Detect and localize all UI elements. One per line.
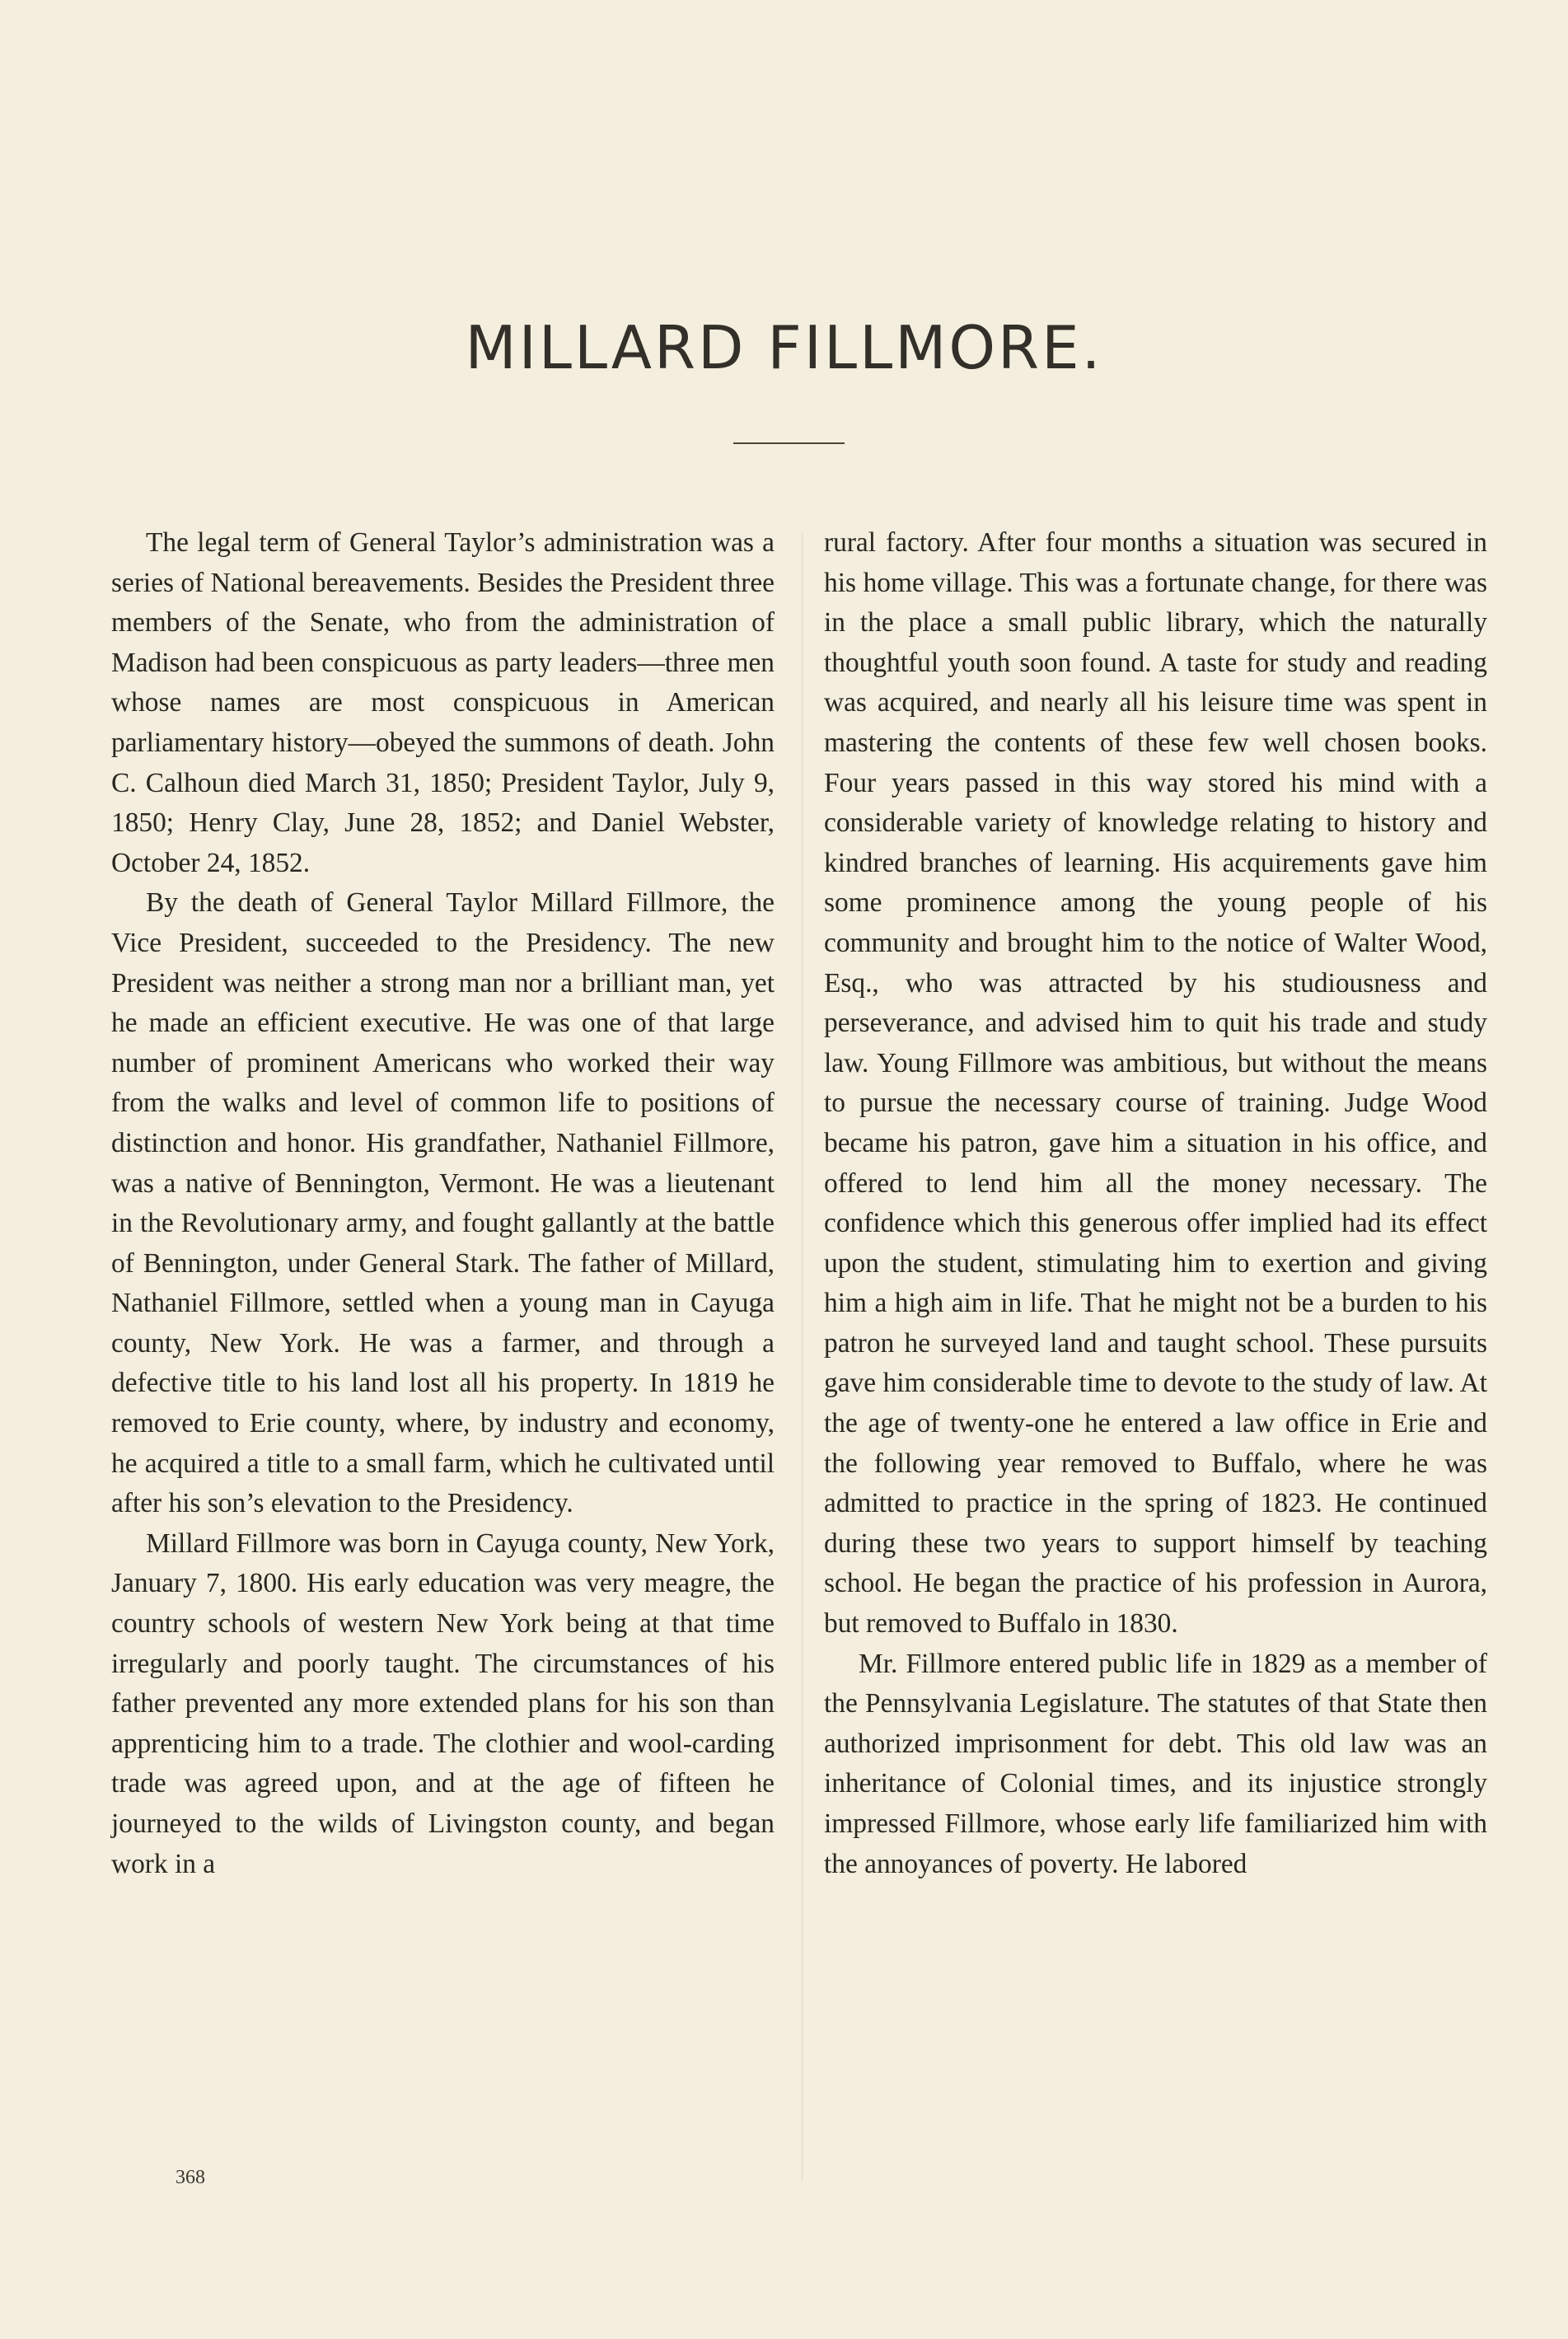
right-column	[824, 523, 1487, 1884]
title-rule	[733, 442, 845, 444]
paragraph: rural factory. After four months a situation was secured in his home village. This was a fortunate change, for there was in the place a small public library, which the naturally thoughtful youth soon found. A taste for study and reading was acquired, and nearly all his leisure time was spent in mastering the contents of these few well chosen books. Four years passed in this way stored his mind with a considerable variety of knowledge relating to history and kindred branches of learning. His acquirements gave him some prominence among the young people of his community and brought him to the notice of Walter Wood, Esq., who was attracted by his studiousness and perseverance, and advised him to quit his trade and study law. Young Fillmore was ambitious, but without the means to pursue the necessary course of training. Judge Wood became his patron, gave him a situation in his office, and offered to lend him all the money necessary. The confidence which this generous offer implied had its effect upon the student, stimulating him to exertion and giving him a high aim in life. That he might not be a burden to his patron he surveyed land and taught school. These pursuits gave him considerable time to devote to the study of law. At the age of twenty-one he entered a law office in Erie and the following year removed to Buffalo, where he was admitted to practice in the spring of 1823. He continued during these two years to support himself by teaching school. He began the practice of his profession in Aurora, but removed to Buffalo in 1830.	[824, 527, 1487, 1640]
paragraph: By the death of General Taylor Millard Fillmore, the Vice President, succeeded to the Presidency. The new President was neither a strong man nor a brilliant man, yet he made an efficient executive. He was one of that large number of prominent Americans who worked their way from the walks and level of common life to positions of distinction and honor. His grandfather, Nathaniel Fillmore, was a native of Bennington, Vermont. He was a lieutenant in the Revolutionary army, and fought gallantly at the battle of Bennington, under General Stark. The father of Millard, Nathaniel Fillmore, settled when a young man in Cayuga county, New York. He was a farmer, and through a defective title to his land lost all his property. In 1819 he removed to Erie county, where, by industry and economy, he acquired a title to a small farm, which he cultivated until after his son’s elevation to the Presidency.	[111, 887, 775, 1519]
paragraph: Mr. Fillmore entered public life in 1829 as a member of the Pennsylvania Legislature. The statutes of that State then authorized imprisonment for debt. This old law was an inheritance of Colonial times, and its injustice strongly impressed Fillmore, whose early life familiarized him with the annoyances of poverty. He labored	[824, 1648, 1487, 1879]
page-number: 368	[176, 2167, 205, 2188]
page-title: MILLARD FILLMORE.	[465, 313, 1103, 382]
paragraph: The legal term of General Taylor’s administration was a series of National bereavements. Besides the President three members of the Senate, who from the administration of Madison had been conspicuous as party leaders—three men whose names are most conspicuous in American parliamentary history—obeyed the summons of death. John C. Calhoun died March 31, 1850; President Taylor, July 9, 1850; Henry Clay, June 28, 1852; and Daniel Webster, October 24, 1852.	[111, 527, 775, 878]
paragraph: Millard Fillmore was born in Cayuga county, New York, January 7, 1800. His early education was very meagre, the country schools of western New York being at that time irregularly and poorly taught. The circumstances of his father prevented any more extended plans for his son than apprenticing him to a trade. The clothier and wool-carding trade was agreed upon, and at the age of fifteen he journeyed to the wilds of Livingston county, and began work in a	[111, 1527, 775, 1879]
left-column	[111, 523, 775, 1884]
column-divider	[802, 534, 803, 2182]
